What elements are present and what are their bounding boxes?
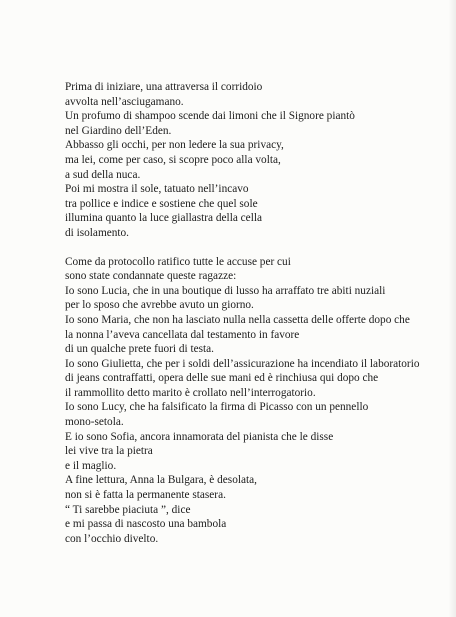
- poem-line: Prima di iniziare, una attraversa il corridoio: [65, 81, 263, 93]
- poem-line: Io sono Maria, che non ha lasciato nulla nella cassetta delle offerte dopo che: [65, 313, 410, 326]
- poem-stanza-1: [65, 80, 450, 241]
- poem-line: e il maglio.: [65, 459, 117, 472]
- poem-line: Come da protocollo ratifico tutte le accuse per cui: [65, 255, 291, 268]
- poem-line: ma lei, come per caso, si scopre poco alla volta,: [65, 153, 281, 166]
- poem-line: illumina quanto la luce giallastra della cella: [65, 212, 262, 225]
- poem-line: di isolamento.: [65, 226, 130, 239]
- poem-line: Abbasso gli occhi, per non ledere la sua privacy,: [65, 139, 284, 152]
- poem-line: tra pollice e indice e sostiene che quel sole: [65, 197, 258, 210]
- poem-line: sono state condannate queste ragazze:: [65, 270, 237, 283]
- poem-line: A fine lettura, Anna la Bulgara, è desolata,: [65, 474, 257, 487]
- poem-line: a sud della nuca.: [65, 168, 141, 181]
- poem-line: E io sono Sofia, ancora innamorata del pianista che le disse: [65, 430, 334, 443]
- poem-line: il rammollito detto marito è crollato nell’interrogatorio.: [65, 386, 316, 399]
- poem-line: la nonna l’aveva cancellata dal testamento in favore: [65, 328, 300, 341]
- poem-line: Io sono Lucia, che in una boutique di lusso ha arraffato tre abiti nuziali: [65, 284, 386, 297]
- poem-line: e mi passa di nascosto una bambola: [65, 518, 227, 531]
- poem-line: avvolta nell’asciugamano.: [65, 95, 184, 108]
- poem-line: mono-setola.: [65, 416, 124, 429]
- poem-line: per lo sposo che avrebbe avuto un giorno.: [65, 299, 254, 312]
- poem-line: di un qualche prete fuori di testa.: [65, 343, 215, 356]
- poem-line: di jeans contraffatti, opera delle sue mani ed è rinchiusa qui dopo che: [65, 372, 379, 385]
- poem-line: Io sono Giulietta, che per i soldi dell’assicurazione ha incendiato il laboratorio: [65, 357, 420, 370]
- poem-line: “ Ti sarebbe piaciuta ”, dice: [65, 503, 191, 516]
- poem-line: nel Giardino dell’Eden.: [65, 124, 172, 137]
- poem-line: non si è fatta la permanente stasera.: [65, 489, 226, 502]
- poem-stanza-2: [65, 255, 450, 547]
- poem-line: con l’occhio divelto.: [65, 532, 159, 545]
- poem-line: Poi mi mostra il sole, tatuato nell’incavo: [65, 183, 249, 196]
- poem-line: lei vive tra la pietra: [65, 445, 153, 458]
- poem-body: [65, 80, 450, 546]
- poem-line: Un profumo di shampoo scende dai limoni che il Signore piantò: [65, 110, 355, 123]
- poem-line: Io sono Lucy, che ha falsificato la firma di Picasso con un pennello: [65, 401, 369, 414]
